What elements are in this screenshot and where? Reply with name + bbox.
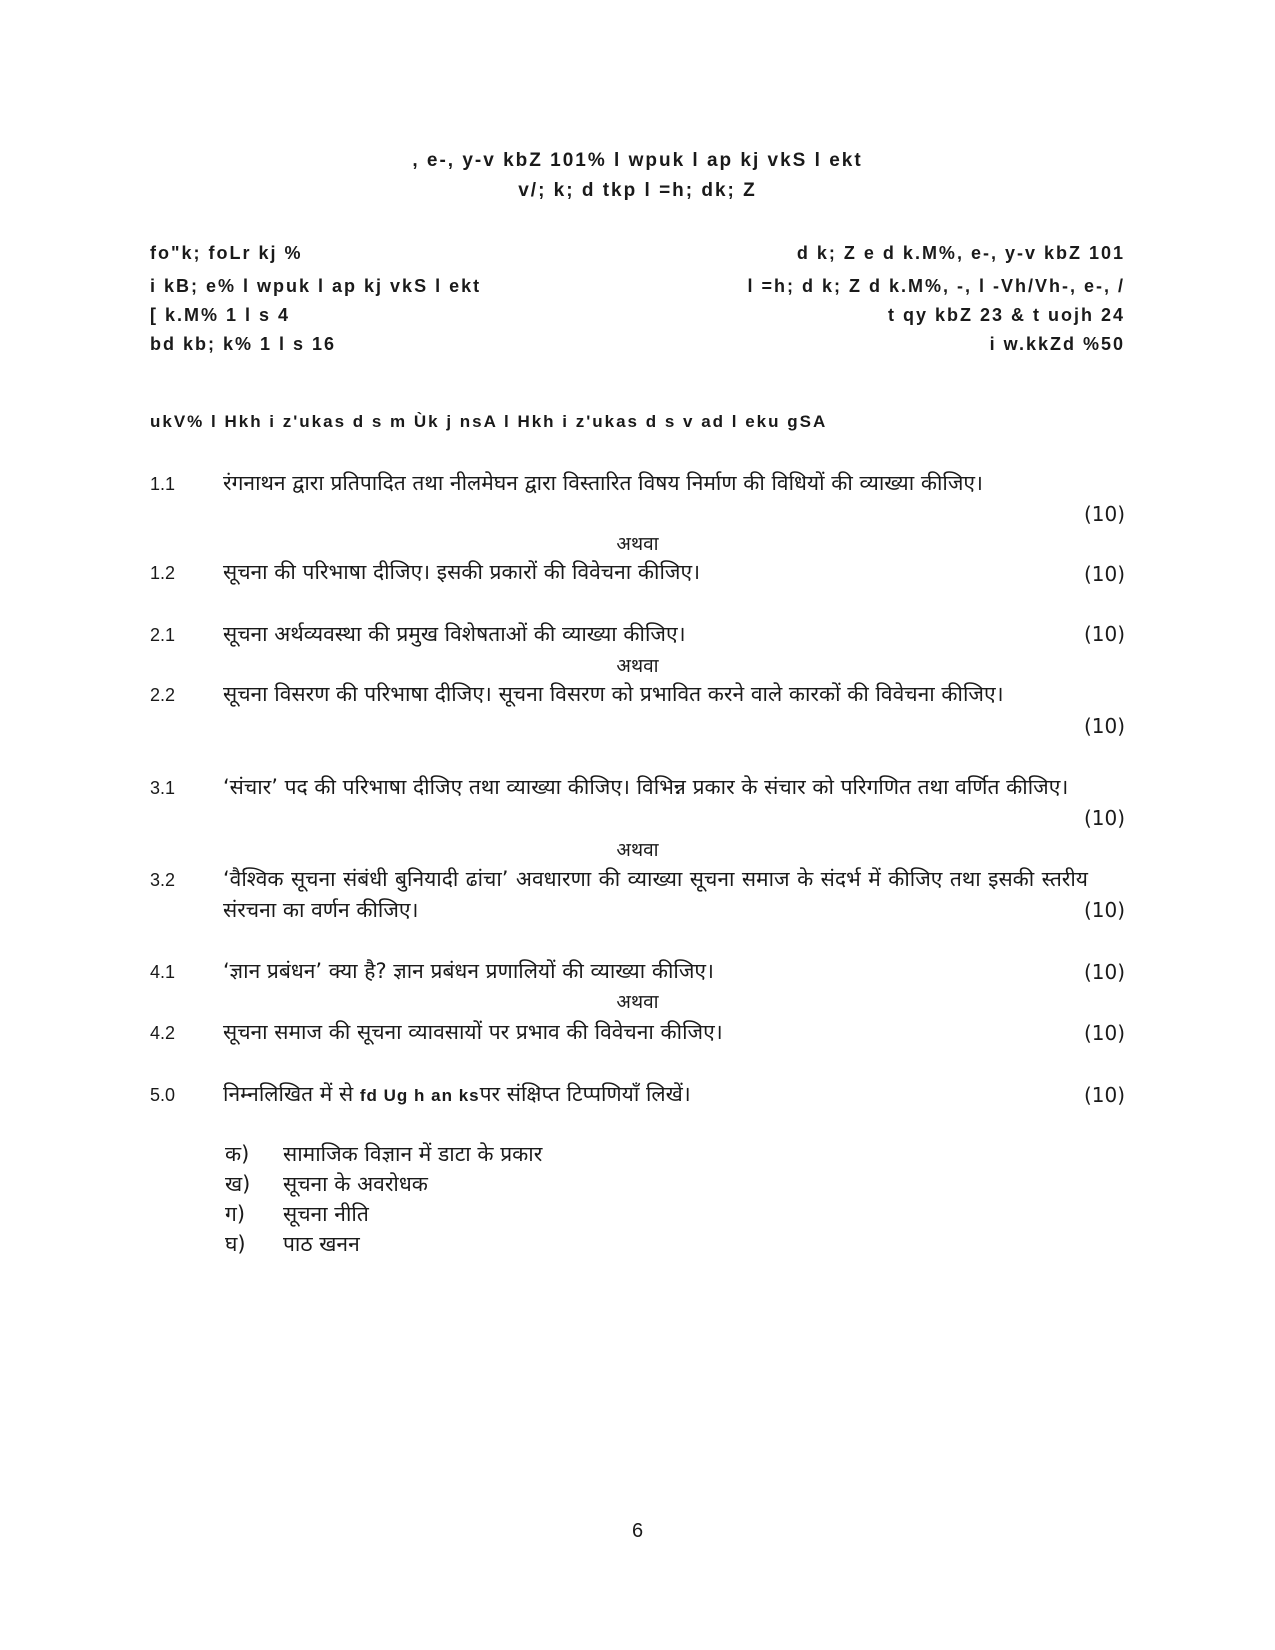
or-divider: अथवा: [616, 655, 659, 677]
question-text: ‘ज्ञान प्रबंधन’ क्या है? ज्ञान प्रबंधन प्रणालियों की व्याख्या कीजिए।: [223, 959, 715, 983]
exam-subtitle: v/; k; d tkp l =h; dk; Z: [518, 180, 757, 201]
question-number: 3.1: [150, 778, 176, 798]
question-marks: (10): [1083, 622, 1125, 646]
question-marks: (10): [1083, 1021, 1125, 1045]
subitem-text: सूचना के अवरोधक: [283, 1172, 428, 1196]
subitem-letter: घ): [225, 1232, 246, 1256]
question-number: 4.1: [150, 962, 176, 982]
question-marks: (10): [1083, 960, 1125, 984]
instructions-note: ukV% l Hkh i z'ukas d s m Ùk j nsA l Hkh i z'ukas d s v ad l eku gSA: [150, 412, 828, 431]
question-number: 4.2: [150, 1023, 176, 1043]
or-divider: अथवा: [616, 991, 659, 1013]
question-text: सूचना अर्थव्यवस्था की प्रमुख विशेषताओं की व्याख्या कीजिए।: [223, 622, 686, 646]
question-text: ‘संचार’ पद की परिभाषा दीजिए तथा व्याख्या कीजिए। विभिन्न प्रकार के संचार को परिगणित तथा वर्णित कीजिए।: [223, 775, 1069, 799]
subitem-letter: क): [225, 1142, 250, 1166]
or-divider: अथवा: [616, 839, 659, 861]
question-text: सूचना विसरण की परिभाषा दीजिए। सूचना विसरण को प्रभावित करने वाले कारकों की विवेचना कीजिए।: [223, 682, 1004, 706]
meta-assignment-code: l =h; d k; Z d k.M%, -, l -Vh/Vh-, e-, /: [747, 276, 1125, 296]
question-marks: (10): [1083, 502, 1125, 526]
subitem-letter: ख): [225, 1172, 251, 1196]
meta-session: t qy kbZ 23 & t uojh 24: [887, 305, 1125, 325]
meta-max-marks: i w.kkZd %50: [989, 334, 1125, 354]
question-number: 1.1: [150, 474, 176, 494]
question-text: रंगनाथन द्वारा प्रतिपादित तथा नीलमेघन द्वारा विस्तारित विषय निर्माण की विधियों की व्याख्या कीजिए।: [223, 471, 983, 495]
question-text: सूचना समाज की सूचना व्यावसायों पर प्रभाव की विवेचना कीजिए।: [223, 1020, 723, 1044]
meta-course: i kB; e% l wpuk l ap kj vkS l ekt: [150, 276, 482, 296]
meta-subject: fo"k; foLr kj %: [150, 243, 303, 263]
subitem-text: सूचना नीति: [283, 1202, 369, 1226]
subitem-text: सामाजिक विज्ञान में डाटा के प्रकार: [283, 1142, 543, 1166]
question-number: 3.2: [150, 870, 176, 890]
question-marks: (10): [1083, 1083, 1125, 1107]
meta-blocks: [ k.M% 1 l s 4: [150, 305, 291, 325]
exam-title: , e-, y-v kbZ 101% l wpuk l ap kj vkS l ekt: [412, 150, 863, 171]
question-text: [223, 1079, 1088, 1111]
or-divider: अथवा: [616, 533, 659, 555]
question-text-legacy: fd Ug h an ks: [359, 1086, 480, 1105]
subitem-letter: ग): [225, 1202, 246, 1226]
question-text-part: पर संक्षिप्त टिप्पणियाँ लिखें।: [479, 1082, 691, 1106]
subitem-text: पाठ खनन: [283, 1232, 360, 1256]
question-number: 2.1: [150, 625, 176, 645]
question-number: 1.2: [150, 563, 176, 583]
question-text: सूचना की परिभाषा दीजिए। इसकी प्रकारों की विवेचना कीजिए।: [223, 560, 701, 584]
meta-course-code: d k; Z e d k.M%, e-, y-v kbZ 101: [796, 243, 1125, 263]
question-marks: (10): [1083, 714, 1125, 738]
question-text: ‘वैश्विक सूचना संबंधी बुनियादी ढांचा’ अवधारणा की व्याख्या सूचना समाज के संदर्भ में कीजिए तथा इसकी स्तरीय संरचना का वर्णन कीजिए।: [223, 867, 1088, 922]
question-marks: (10): [1083, 562, 1125, 586]
question-number: 2.2: [150, 685, 176, 705]
question-marks: (10): [1083, 806, 1125, 830]
question-number: 5.0: [150, 1085, 176, 1105]
question-text-part: निम्नलिखित में से: [223, 1082, 360, 1106]
question-marks: (10): [1083, 898, 1125, 922]
page-number: 6: [631, 1520, 644, 1542]
meta-units: bd kb; k% 1 l s 16: [150, 334, 337, 354]
